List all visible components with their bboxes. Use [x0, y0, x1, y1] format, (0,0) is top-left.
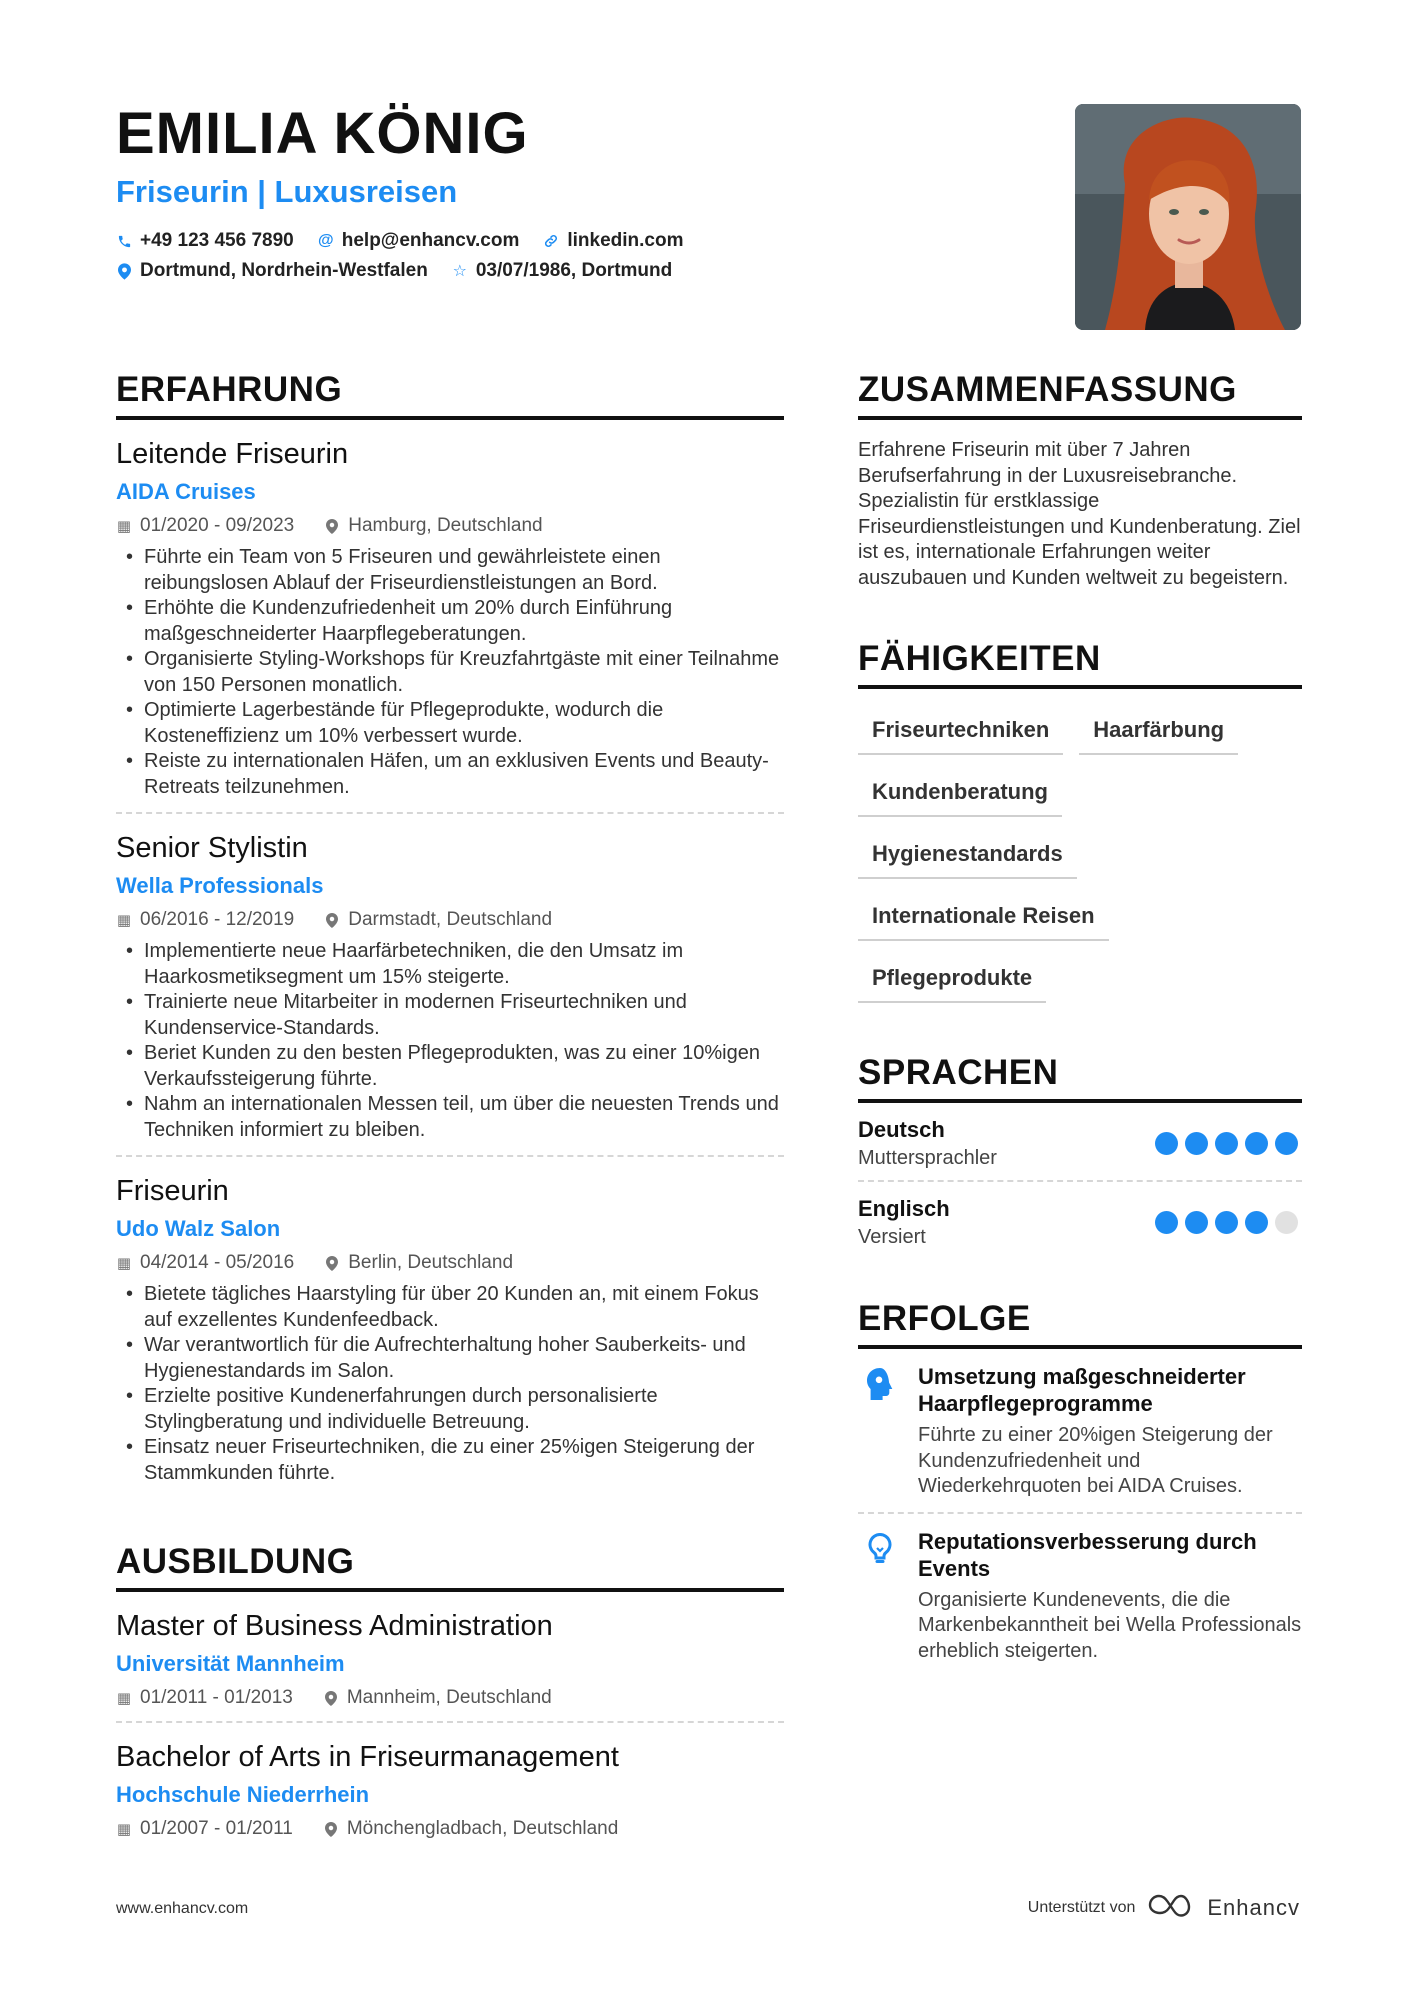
- footer-website[interactable]: www.enhancv.com: [116, 1900, 249, 1917]
- rating-dot-filled: [1185, 1211, 1208, 1234]
- job-bullet: • Trainierte neue Mitarbeiter in modernen Friseurtechniken und Kundenservice-Standards.: [116, 990, 784, 1041]
- job-bullet: • Beriet Kunden zu den besten Pflegeprodukten, was zu einer 10%igen Verkaufssteigerung führte.: [116, 1041, 784, 1092]
- job-title: Senior Stylistin: [116, 832, 308, 864]
- education-degree: Bachelor of Arts in Friseurmanagement: [116, 1741, 619, 1773]
- language-level: Versiert: [858, 1226, 926, 1248]
- language-entry: [858, 1103, 1302, 1182]
- job-entry: [116, 814, 784, 1157]
- rating-dot-filled: [1275, 1132, 1298, 1155]
- rating-dot-filled: [1215, 1132, 1238, 1155]
- linkedin-text: linkedin.com: [567, 230, 684, 251]
- calendar-icon: ▦: [116, 1821, 132, 1838]
- job-bullets: [116, 939, 784, 1143]
- experience-heading: ERFAHRUNG: [116, 370, 784, 420]
- job-bullet: • Einsatz neuer Friseurtechniken, die zu einer 25%igen Steigerung der Stammkunden führte.: [116, 1435, 784, 1486]
- job-meta: [116, 909, 784, 931]
- link-icon: [543, 232, 559, 250]
- calendar-icon: ▦: [116, 518, 132, 535]
- education-meta: [116, 1687, 784, 1709]
- achievements-heading: ERFOLGE: [858, 1299, 1302, 1349]
- job-company: AIDA Cruises: [116, 479, 256, 504]
- language-name: Deutsch: [858, 1117, 945, 1142]
- job-bullet: • Bietete tägliches Haarstyling für über 20 Kunden an, mit einem Fokus auf exzellentes Kundenfeedback.: [116, 1282, 784, 1333]
- email-text: help@enhancv.com: [341, 230, 520, 251]
- job-location: Hamburg, Deutschland: [348, 515, 543, 536]
- education-entry: [116, 1723, 784, 1852]
- contact-email[interactable]: [318, 230, 520, 252]
- job-bullet: • Führte ein Team von 5 Friseuren und gewährleistete einen reibungslosen Ablauf der Friseurdienstleistungen an Bord.: [116, 545, 784, 596]
- calendar-icon: ▦: [116, 1255, 132, 1272]
- summary-heading: ZUSAMMENFASSUNG: [858, 370, 1302, 420]
- education-heading: AUSBILDUNG: [116, 1542, 784, 1592]
- language-rating: [1155, 1132, 1298, 1155]
- job-entry: [116, 1157, 784, 1498]
- education-dates: 01/2011 - 01/2013: [140, 1687, 293, 1708]
- contact-birth: [452, 260, 672, 282]
- profile-photo: [1075, 104, 1301, 330]
- candidate-subtitle: Friseurin | Luxusreisen: [116, 174, 458, 209]
- footer-brand: Enhancv: [1207, 1894, 1300, 1920]
- location-pin-icon: [324, 913, 340, 928]
- language-rating: [1155, 1211, 1298, 1234]
- location-pin-icon: [324, 519, 340, 534]
- languages-heading: SPRACHEN: [858, 1053, 1302, 1103]
- education-location: Mönchengladbach, Deutschland: [346, 1818, 619, 1839]
- job-bullet: • Organisierte Styling-Workshops für Kreuzfahrtgäste mit einer Teilnahme von 150 Personen monatlich.: [116, 647, 784, 698]
- education-location: Mannheim, Deutschland: [346, 1687, 552, 1708]
- portrait-illustration: [1075, 104, 1301, 330]
- skill-tag: Pflegeprodukte: [858, 951, 1046, 1003]
- location-pin-icon: [323, 1822, 339, 1837]
- achievement-title: Umsetzung maßgeschneiderter Haarpflegeprogramme: [918, 1364, 1246, 1416]
- contact-linkedin[interactable]: [543, 230, 683, 252]
- skill-tag: Haarfärbung: [1079, 703, 1238, 755]
- job-bullet: • Nahm an internationalen Messen teil, um über die neuesten Trends und Techniken informiert zu bleiben.: [116, 1092, 784, 1143]
- job-bullet: • Reiste zu internationalen Häfen, um an exklusiven Events und Beauty-Retreats teilzunehmen.: [116, 749, 784, 800]
- job-bullet: • Erzielte positive Kundenerfahrungen durch personalisierte Stylingberatung und individuelle Betreuung.: [116, 1384, 784, 1435]
- lightbulb-icon: [858, 1528, 902, 1665]
- education-meta: [116, 1818, 784, 1840]
- job-entry: [116, 420, 784, 814]
- job-bullet: • Implementierte neue Haarfärbetechniken, die den Umsatz im Haarkosmetiksegment um 15% steigerte.: [116, 939, 784, 990]
- rating-dot-empty: [1275, 1211, 1298, 1234]
- location-text: Dortmund, Nordrhein-Westfalen: [140, 260, 428, 281]
- contact-row-1: [116, 230, 684, 252]
- job-title: Leitende Friseurin: [116, 438, 349, 470]
- star-icon: ☆: [452, 263, 467, 280]
- contact-phone: [116, 230, 294, 252]
- rating-dot-filled: [1185, 1132, 1208, 1155]
- education-degree: Master of Business Administration: [116, 1610, 553, 1642]
- job-bullets: [116, 545, 784, 800]
- achievement-entry: [858, 1514, 1302, 1677]
- location-pin-icon: [116, 262, 132, 280]
- job-bullets: [116, 1282, 784, 1486]
- achievement-title: Reputationsverbesserung durch Events: [918, 1528, 1257, 1581]
- left-column: [116, 370, 784, 1852]
- calendar-icon: ▦: [116, 912, 132, 929]
- skills-list: [858, 703, 1302, 1013]
- location-pin-icon: [324, 1256, 340, 1271]
- achievement-description: Organisierte Kundenevents, die die Markenbekanntheit bei Wella Professionals erheblich steigerten.: [918, 1588, 1302, 1662]
- job-meta: [116, 1252, 784, 1274]
- contact-row-2: [116, 260, 672, 282]
- rating-dot-filled: [1155, 1132, 1178, 1155]
- achievement-description: Führte zu einer 20%igen Steigerung der Kundenzufriedenheit und Wiederkehrquoten bei AIDA Cruises.: [918, 1424, 1273, 1497]
- skill-tag: Kundenberatung: [858, 765, 1062, 817]
- rating-dot-filled: [1245, 1211, 1268, 1234]
- candidate-name: EMILIA KÖNIG: [116, 101, 529, 166]
- rating-dot-filled: [1215, 1211, 1238, 1234]
- education-dates: 01/2007 - 01/2011: [140, 1818, 293, 1839]
- job-bullet: • Erhöhte die Kundenzufriedenheit um 20% durch Einführung maßgeschneiderter Haarpflegeberatungen.: [116, 596, 784, 647]
- at-icon: @: [317, 232, 334, 249]
- head-icon: [858, 1363, 902, 1500]
- language-name: Englisch: [858, 1196, 950, 1221]
- skill-tag: Hygienestandards: [858, 827, 1077, 879]
- calendar-icon: ▦: [116, 1690, 132, 1707]
- job-company: Udo Walz Salon: [116, 1216, 281, 1241]
- achievement-entry: [858, 1349, 1302, 1514]
- language-level: Muttersprachler: [858, 1147, 997, 1169]
- job-dates: 06/2016 - 12/2019: [140, 909, 295, 930]
- job-meta: [116, 515, 784, 537]
- contact-location: [116, 260, 428, 282]
- education-school: Universität Mannheim: [116, 1651, 345, 1676]
- job-location: Darmstadt, Deutschland: [348, 909, 553, 930]
- job-bullet: • War verantwortlich für die Aufrechterhaltung hoher Sauberkeits- und Hygienestandards im Salon.: [116, 1333, 784, 1384]
- phone-text: +49 123 456 7890: [140, 230, 294, 251]
- skills-heading: FÄHIGKEITEN: [858, 639, 1302, 689]
- footer-powered-label: Unterstützt von: [1027, 1898, 1136, 1916]
- location-pin-icon: [323, 1691, 339, 1706]
- job-title: Friseurin: [116, 1175, 229, 1207]
- right-column: [858, 370, 1302, 1676]
- footer-powered: [1028, 1892, 1300, 1923]
- job-location: Berlin, Deutschland: [348, 1252, 514, 1273]
- education-school: Hochschule Niederrhein: [116, 1782, 370, 1807]
- job-company: Wella Professionals: [116, 873, 324, 898]
- job-bullet: • Optimierte Lagerbestände für Pflegeprodukte, wodurch die Kosteneffizienz um 10% verbessert wurde.: [116, 698, 784, 749]
- job-dates: 04/2014 - 05/2016: [140, 1252, 295, 1273]
- education-entry: [116, 1592, 784, 1723]
- language-entry: [858, 1182, 1302, 1259]
- enhancv-logo-icon: [1147, 1892, 1195, 1923]
- summary-text: Erfahrene Friseurin mit über 7 Jahren Berufserfahrung in der Luxusreisebranche. Spezialistin für erstklassige Friseurdienstleistungen und Kundenberatung. Ziel ist es, internationale Erfahrungen weiter auszubauen und Kunden weltweit zu begeistern.: [858, 439, 1301, 589]
- skill-tag: Internationale Reisen: [858, 889, 1109, 941]
- phone-icon: [116, 232, 132, 250]
- skill-tag: Friseurtechniken: [858, 703, 1063, 755]
- birth-text: 03/07/1986, Dortmund: [475, 260, 673, 281]
- rating-dot-filled: [1155, 1211, 1178, 1234]
- job-dates: 01/2020 - 09/2023: [140, 515, 295, 536]
- rating-dot-filled: [1245, 1132, 1268, 1155]
